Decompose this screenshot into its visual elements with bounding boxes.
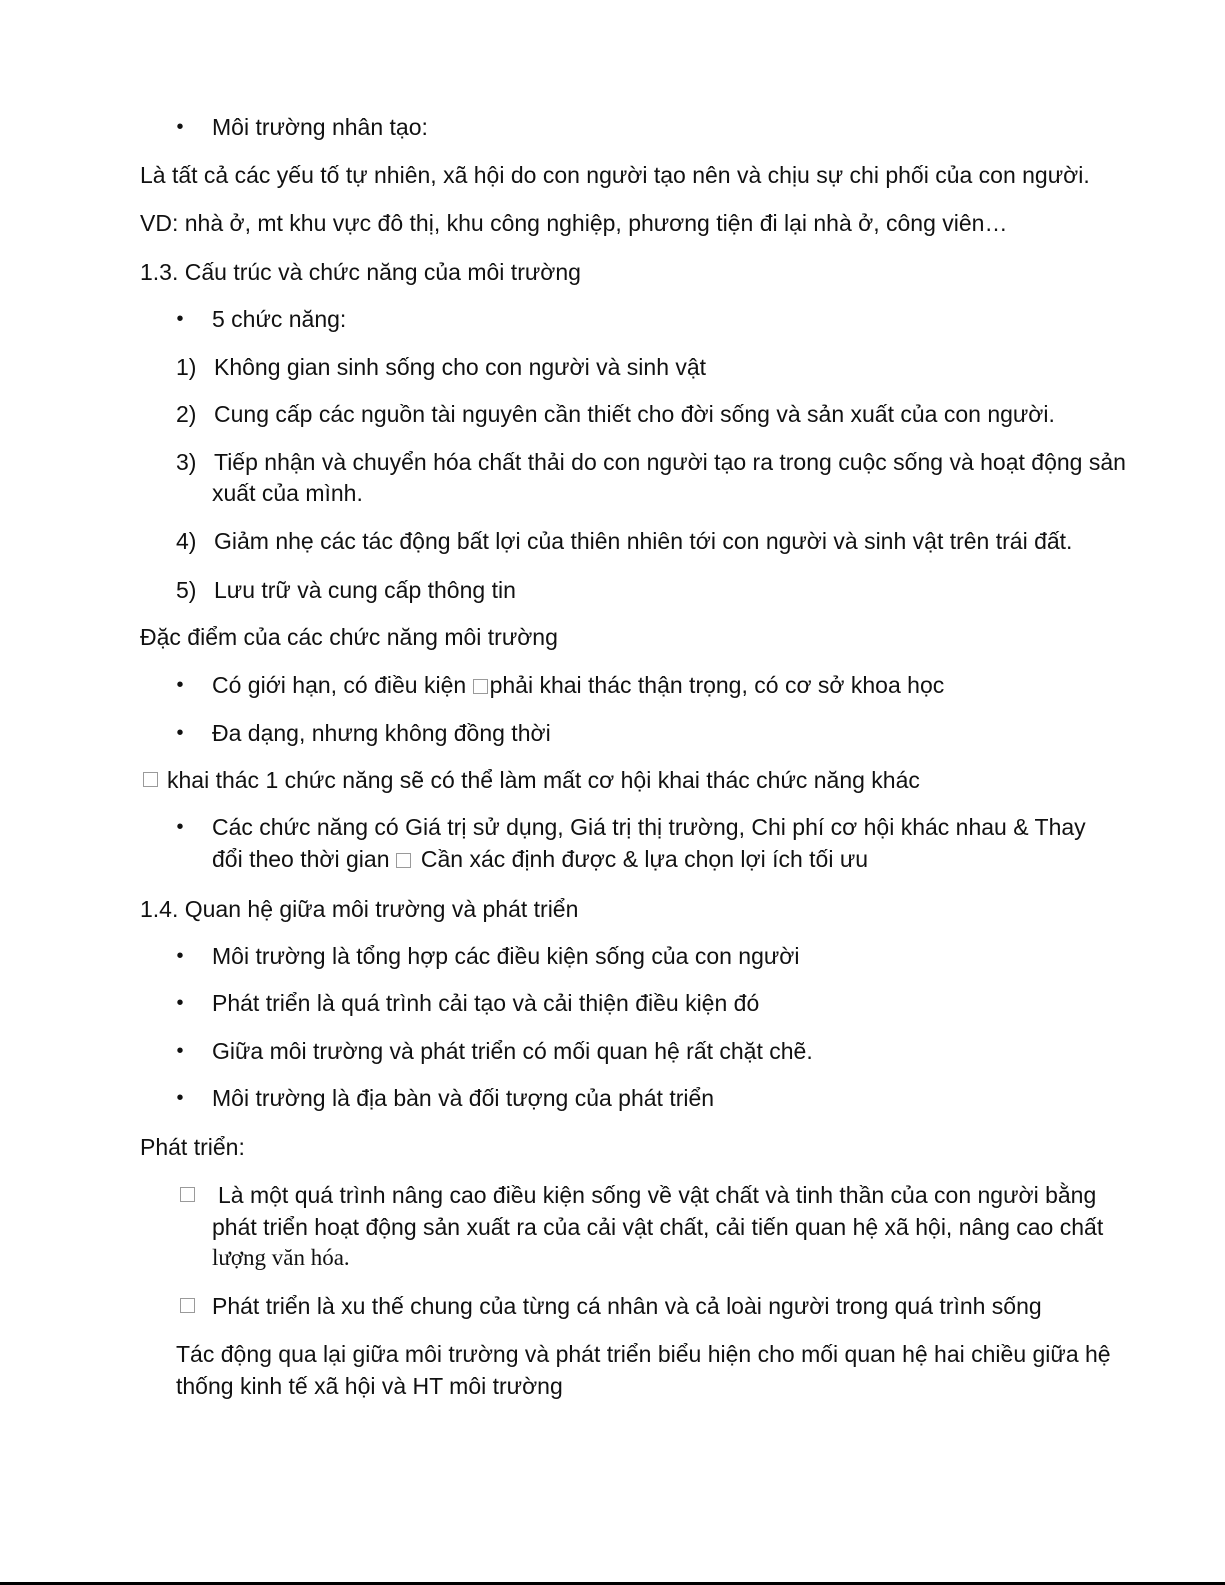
arrow-placeholder-icon xyxy=(143,772,158,787)
arrow-placeholder-icon xyxy=(180,1187,195,1202)
bullet-dot: • xyxy=(176,992,184,1014)
features-bullet-3-text-b: Cần xác định được & lựa chọn lợi ích tối ưu xyxy=(420,846,869,872)
function-item: Tiếp nhận và chuyển hóa chất thải do con người tạo ra trong cuộc sống và hoạt động sản xyxy=(214,449,1126,475)
features-heading: Đặc điểm của các chức năng môi trường xyxy=(140,624,558,650)
artificial-env-heading: Môi trường nhân tạo: xyxy=(212,114,428,140)
bullet-dot: • xyxy=(176,722,184,744)
bullet-dot: • xyxy=(176,1087,184,1109)
interaction-line1: Tác động qua lại giữa môi trường và phát triển biểu hiện cho mối quan hệ hai chiều giữa hệ xyxy=(176,1341,1111,1367)
development-heading: Phát triển: xyxy=(140,1134,245,1160)
features-consequence: khai thác 1 chức năng sẽ có thể làm mất cơ hội khai thác chức năng khác xyxy=(167,767,920,793)
function-number: 2) xyxy=(176,401,197,427)
bullet-dot: • xyxy=(176,674,184,696)
development-item-1-line1: Là một quá trình nâng cao điều kiện sống về vật chất và tinh thần của con người bằng xyxy=(218,1182,1097,1208)
development-item-1-line2: phát triển hoạt động sản xuất ra của cải vật chất, cải tiến quan hệ xã hội, nâng cao chất xyxy=(212,1214,1104,1240)
features-bullet-2: Đa dạng, nhưng không đồng thời xyxy=(212,720,551,746)
bullet-dot: • xyxy=(176,945,184,967)
relation-bullet: Giữa môi trường và phát triển có mối quan hệ rất chặt chẽ. xyxy=(212,1038,813,1064)
section-1-3-title: 1.3. Cấu trúc và chức năng của môi trường xyxy=(140,259,581,285)
function-item-continuation: xuất của mình. xyxy=(212,480,363,506)
arrow-placeholder-icon xyxy=(180,1298,195,1313)
arrow-placeholder-icon xyxy=(396,853,411,868)
bullet-dot: • xyxy=(176,1040,184,1062)
function-item: Lưu trữ và cung cấp thông tin xyxy=(214,577,516,603)
functions-intro: 5 chức năng: xyxy=(212,306,347,332)
arrow-placeholder-icon xyxy=(473,679,488,694)
bullet-dot: • xyxy=(176,116,184,138)
function-number: 1) xyxy=(176,354,197,380)
artificial-env-definition: Là tất cả các yếu tố tự nhiên, xã hội do con người tạo nên và chịu sự chi phối của con người. xyxy=(140,162,1090,188)
function-number: 5) xyxy=(176,577,197,603)
function-item: Cung cấp các nguồn tài nguyên cần thiết cho đời sống và sản xuất của con người. xyxy=(214,401,1055,427)
features-bullet-1-text-a: Có giới hạn, có điều kiện xyxy=(212,672,473,698)
function-item: Không gian sinh sống cho con người và sinh vật xyxy=(214,354,707,380)
relation-bullet: Phát triển là quá trình cải tạo và cải thiện điều kiện đó xyxy=(212,990,760,1016)
features-bullet-1 xyxy=(212,669,944,701)
function-number: 4) xyxy=(176,528,197,554)
relation-bullet: Môi trường là địa bàn và đối tượng của phát triển xyxy=(212,1085,715,1111)
bullet-dot: • xyxy=(176,816,184,838)
development-item-1-line3: lượng văn hóa. xyxy=(212,1245,350,1270)
bullet-dot: • xyxy=(176,308,184,330)
function-number: 3) xyxy=(176,449,197,475)
features-bullet-1-text-b: phải khai thác thận trọng, có cơ sở khoa học xyxy=(489,672,945,698)
relation-bullet: Môi trường là tổng hợp các điều kiện sống của con người xyxy=(212,943,800,969)
function-item: Giảm nhẹ các tác động bất lợi của thiên nhiên tới con người và sinh vật trên trái đất. xyxy=(214,528,1073,554)
features-bullet-3-text-a: đổi theo thời gian xyxy=(212,846,396,872)
artificial-env-example: VD: nhà ở, mt khu vực đô thị, khu công nghiệp, phương tiện đi lại nhà ở, công viên… xyxy=(140,210,1008,236)
development-item-2: Phát triển là xu thế chung của từng cá nhân và cả loài người trong quá trình sống xyxy=(212,1293,1042,1319)
features-bullet-3-line1: Các chức năng có Giá trị sử dụng, Giá trị thị trường, Chi phí cơ hội khác nhau & Thay xyxy=(212,814,1086,840)
interaction-line2: thống kinh tế xã hội và HT môi trường xyxy=(176,1373,563,1399)
section-1-4-title: 1.4. Quan hệ giữa môi trường và phát triển xyxy=(140,896,579,922)
features-bullet-3-line2 xyxy=(212,843,868,875)
